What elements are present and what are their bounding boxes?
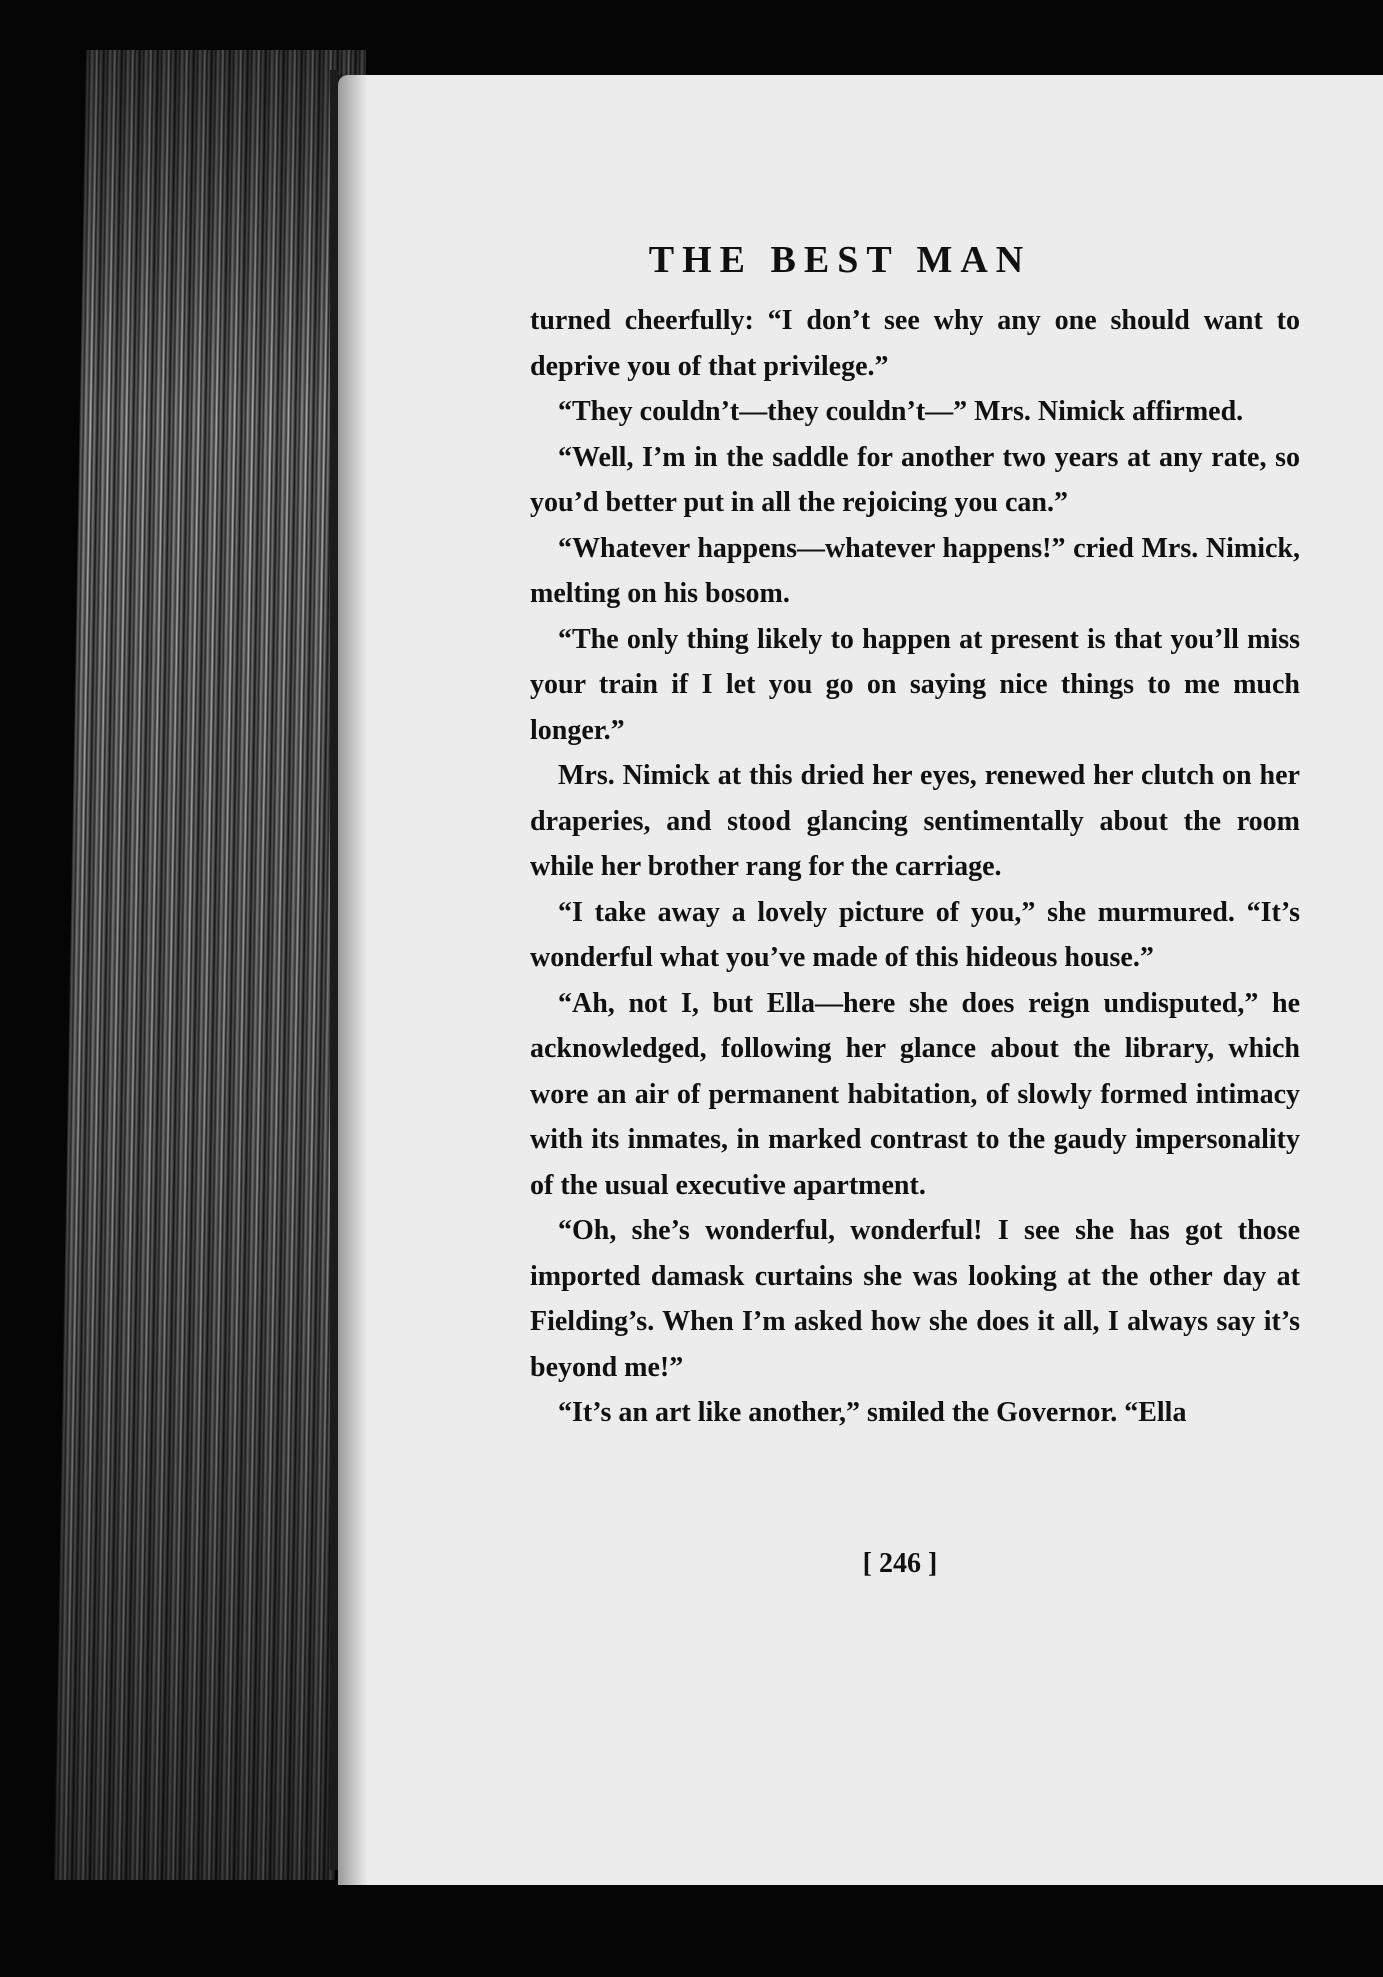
paragraph: “Ah, not I, but Ella—here she does reign undisputed,” he acknowledged, following her glance about the library, which wore an air of permanent habitation, of slowly formed intimacy with its inmates, in marked contrast to the gaudy impersonality of the usual executive apartment. (530, 987, 1300, 1201)
binding-gutter (330, 70, 338, 1870)
paragraph: turned cheerfully: “I don’t see why any one should want to deprive you of that privilege.” (530, 305, 1300, 382)
body-text (530, 298, 1300, 1436)
paragraph: “The only thing likely to happen at present is that you’ll miss your train if I let you go on saying nice things to me much longer.” (530, 623, 1300, 746)
page-block-edge (54, 50, 366, 1880)
paragraph: “Well, I’m in the saddle for another two years at any rate, so you’d better put in all the rejoicing you can.” (530, 441, 1300, 518)
paragraph: “It’s an art like another,” smiled the Governor. “Ella (558, 1397, 1187, 1428)
paragraph: “Whatever happens—whatever happens!” cried Mrs. Nimick, melting on his bosom. (530, 532, 1300, 609)
running-head: THE BEST MAN (648, 239, 1032, 281)
paragraph: Mrs. Nimick at this dried her eyes, renewed her clutch on her draperies, and stood glancing sentimentally about the room while her brother rang for the carriage. (530, 760, 1300, 882)
page-number: [ 246 ] (862, 1548, 938, 1579)
scan-background (0, 1885, 1383, 1977)
paragraph: “Oh, she’s wonderful, wonderful! I see she has got those imported damask curtains she was looking at the other day at Fielding’s. When I’m asked how she does it all, I always say it’s beyond me!” (530, 1215, 1300, 1383)
paragraph: “I take away a lovely picture of you,” she murmured. “It’s wonderful what you’ve made of this hideous house.” (530, 896, 1300, 973)
gutter-shadow (338, 75, 368, 1885)
paragraph: “They couldn’t—they couldn’t—” Mrs. Nimick affirmed. (558, 396, 1244, 427)
